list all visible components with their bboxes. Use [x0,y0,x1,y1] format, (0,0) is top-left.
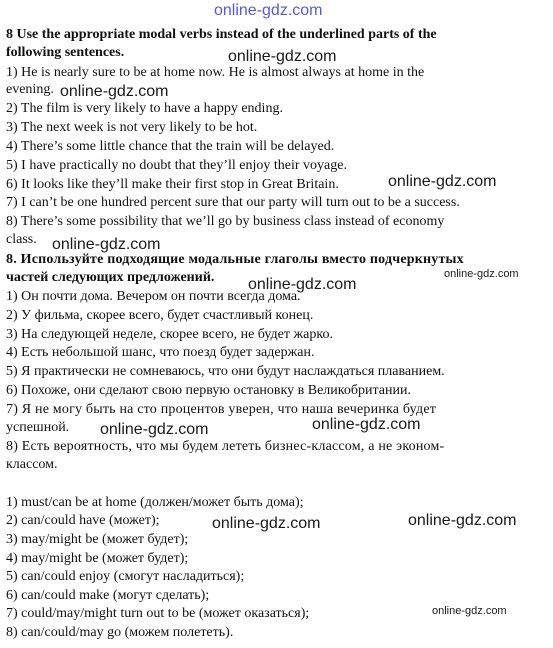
russian-item-8a: 8) Есть вероятность, что мы будем лететь бизнес-классом, а не эконом- [6,439,445,454]
russian-item-4: 4) Есть небольшой шанс, что поезд будет задержан. [6,345,315,360]
watermark: online-gdz.com [100,421,209,438]
russian-item-6: 6) Похоже, они сделают свою первую остановку в Великобритании. [6,383,411,398]
english-heading-line1: 8 Use the appropriate modal verbs instead of the underlined parts of the [6,27,437,42]
russian-item-3: 3) На следующей неделе, скорее всего, не будет жарко. [6,327,333,342]
watermark: online-gdz.com [312,416,421,433]
english-item-8a: 8) There’s some possibility that we’ll go by business class instead of economy [6,214,445,229]
english-item-8b: class. [6,232,37,247]
russian-item-1: 1) Он почти дома. Вечером он почти всегда дома. [6,289,301,304]
answer-4: 4) may/might be (может будет); [6,551,189,566]
watermark-top: online-gdz.com [214,2,323,19]
answer-7: 7) could/may/might turn out to be (может оказаться); [6,606,310,621]
english-item-4: 4) There’s some little chance that the train will be delayed. [6,139,335,154]
watermark: online-gdz.com [248,276,357,293]
english-item-5: 5) I have practically no doubt that they’ll enjoy their voyage. [6,158,347,173]
russian-item-5: 5) Я практически не сомневаюсь, что они будут наслаждаться плаванием. [6,364,445,379]
russian-heading-line2: частей следующих предложений. [6,270,215,285]
english-item-7: 7) I can’t be one hundred percent sure that our party will turn out to be a success. [6,195,460,210]
watermark: online-gdz.com [52,236,161,253]
english-item-6: 6) It looks like they’ll make their first stop in Great Britain. [6,177,339,192]
answer-6: 6) can/could make (могут сделать); [6,588,210,603]
watermark: online-gdz.com [408,512,517,529]
answer-1: 1) must/can be at home (должен/может быть дома); [6,495,304,510]
russian-item-8b: классом. [6,457,58,472]
russian-heading-line1: 8. Используйте подходящие модальные глаголы вместо подчеркнутых [6,252,464,267]
english-heading-line2: following sentences. [6,45,125,60]
watermark: online-gdz.com [432,605,507,617]
answer-2: 2) can/could have (может); [6,513,160,528]
watermark: online-gdz.com [444,268,519,280]
russian-item-7a: 7) Я не могу быть на сто процентов уверен, что наша вечеринка будет [6,402,437,417]
english-item-3: 3) The next week is not very likely to be hot. [6,120,258,135]
watermark: online-gdz.com [60,83,169,100]
answer-3: 3) may/might be (может будет); [6,532,189,547]
english-item-2: 2) The film is very likely to have a happy ending. [6,101,283,116]
russian-item-7b: успешной. [6,420,70,435]
answer-8: 8) can/could/may go (можем полететь). [6,625,234,640]
answer-5: 5) can/could enjoy (смогут насладиться); [6,569,245,584]
russian-item-2: 2) У фильма, скорее всего, будет счастливый конец. [6,308,314,323]
watermark: online-gdz.com [212,515,321,532]
english-item-1b: evening. [6,82,54,97]
watermark: online-gdz.com [388,173,497,190]
watermark: online-gdz.com [228,48,337,65]
english-item-1a: 1) He is nearly sure to be at home now. He is almost always at home in the [6,65,425,80]
